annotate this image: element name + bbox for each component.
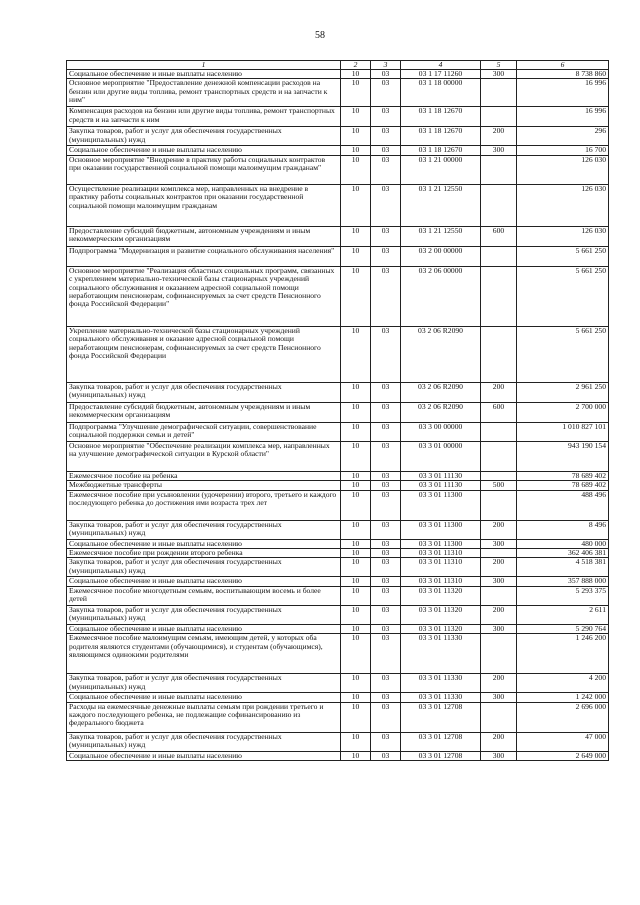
row-expense-type [481, 586, 517, 605]
row-target-code: 03 3 01 11300 [401, 490, 481, 520]
row-section: 10 [341, 146, 371, 155]
table-row [67, 70, 609, 79]
table-row [67, 402, 609, 422]
row-expense-type: 500 [481, 481, 517, 490]
row-target-code: 03 3 01 11310 [401, 549, 481, 558]
column-header-target-code: 4 [401, 61, 481, 70]
table-row [67, 702, 609, 732]
row-subsection: 03 [371, 624, 401, 633]
row-amount: 1 010 827 101 [517, 422, 609, 441]
row-name: Закупка товаров, работ и услуг для обеспечения государственных (муниципальных) нужд [67, 558, 341, 577]
row-name: Укрепление материально-технической базы стационарных учреждений социального обслуживания и оказание адресной социальной помощи неработающим пенсионерам, софинансируемых за счет средств Пенсионного фонда Российской Федерации [67, 326, 341, 382]
row-amount: 78 689 402 [517, 481, 609, 490]
row-amount: 1 242 000 [517, 693, 609, 702]
row-subsection: 03 [371, 539, 401, 548]
row-expense-type: 300 [481, 751, 517, 760]
column-header-subsection: 3 [371, 61, 401, 70]
table-row [67, 107, 609, 127]
row-expense-type: 300 [481, 624, 517, 633]
row-section: 10 [341, 79, 371, 107]
row-name: Ежемесячное пособие при усыновлении (удочерении) второго, третьего и каждого последующего ребенка до достижения ими возраста трех лет [67, 490, 341, 520]
row-subsection: 03 [371, 693, 401, 702]
row-subsection: 03 [371, 382, 401, 402]
row-amount: 296 [517, 127, 609, 146]
row-subsection: 03 [371, 326, 401, 382]
table-row [67, 127, 609, 146]
row-amount: 5 290 764 [517, 624, 609, 633]
row-subsection: 03 [371, 226, 401, 246]
row-subsection: 03 [371, 266, 401, 326]
row-expense-type [481, 246, 517, 266]
row-expense-type [481, 184, 517, 226]
page-number: 58 [315, 30, 325, 41]
table-row [67, 605, 609, 624]
row-target-code: 03 1 21 12550 [401, 184, 481, 226]
row-section: 10 [341, 751, 371, 760]
row-subsection: 03 [371, 751, 401, 760]
row-target-code: 03 2 06 R2090 [401, 402, 481, 422]
table-body [67, 70, 609, 761]
row-name: Закупка товаров, работ и услуг для обеспечения государственных (муниципальных) нужд [67, 520, 341, 539]
row-expense-type: 300 [481, 577, 517, 586]
row-section: 10 [341, 624, 371, 633]
row-section: 10 [341, 702, 371, 732]
row-name: Закупка товаров, работ и услуг для обеспечения государственных (муниципальных) нужд [67, 605, 341, 624]
table-row [67, 539, 609, 548]
row-name: Основное мероприятие "Внедрение в практику работы социальных контрактов при оказании государственной социальной помощи малоимущим гражданам" [67, 155, 341, 184]
row-section: 10 [341, 382, 371, 402]
row-amount: 488 496 [517, 490, 609, 520]
row-expense-type: 300 [481, 146, 517, 155]
row-section: 10 [341, 107, 371, 127]
row-section: 10 [341, 674, 371, 693]
row-amount: 362 406 381 [517, 549, 609, 558]
row-amount: 126 030 [517, 184, 609, 226]
row-subsection: 03 [371, 146, 401, 155]
row-expense-type [481, 107, 517, 127]
row-expense-type: 200 [481, 127, 517, 146]
row-subsection: 03 [371, 558, 401, 577]
row-name: Подпрограмма "Модернизация и развитие социального обслуживания населения" [67, 246, 341, 266]
table-row [67, 586, 609, 605]
row-section: 10 [341, 127, 371, 146]
row-subsection: 03 [371, 577, 401, 586]
row-name: Ежемесячное пособие на ребенка [67, 471, 341, 480]
row-target-code: 03 1 21 12550 [401, 226, 481, 246]
table-row [67, 266, 609, 326]
row-subsection: 03 [371, 490, 401, 520]
row-target-code: 03 3 00 00000 [401, 422, 481, 441]
row-name: Основное мероприятие "Реализация областных социальных программ, связанных с укреплением материально-технической базы стационарных учреждений социального обслуживания и оказанием адресной социальной помощи неработающим пенсионерам, софинансируемых за счет средств Пенсионного фонда Российской Федерации" [67, 266, 341, 326]
table-row [67, 558, 609, 577]
row-target-code: 03 3 01 11310 [401, 577, 481, 586]
row-section: 10 [341, 577, 371, 586]
row-name: Компенсация расходов на бензин или другие виды топлива, ремонт транспортных средств и на запчасти к ним [67, 107, 341, 127]
table-row [67, 490, 609, 520]
row-section: 10 [341, 155, 371, 184]
row-target-code: 03 3 01 11330 [401, 693, 481, 702]
row-expense-type: 200 [481, 520, 517, 539]
row-subsection: 03 [371, 549, 401, 558]
row-name: Закупка товаров, работ и услуг для обеспечения государственных (муниципальных) нужд [67, 382, 341, 402]
row-section: 10 [341, 520, 371, 539]
row-subsection: 03 [371, 732, 401, 751]
row-amount: 2 611 [517, 605, 609, 624]
row-section: 10 [341, 490, 371, 520]
row-name: Предоставление субсидий бюджетным, автономным учреждениям и иным некоммерческим организациям [67, 226, 341, 246]
row-expense-type: 300 [481, 70, 517, 79]
row-section: 10 [341, 402, 371, 422]
row-target-code: 03 3 01 11320 [401, 586, 481, 605]
row-amount: 357 888 000 [517, 577, 609, 586]
row-target-code: 03 3 01 11310 [401, 558, 481, 577]
table-row [67, 326, 609, 382]
row-target-code: 03 3 01 11320 [401, 624, 481, 633]
row-expense-type: 300 [481, 693, 517, 702]
row-section: 10 [341, 422, 371, 441]
row-target-code: 03 1 18 12670 [401, 146, 481, 155]
row-subsection: 03 [371, 605, 401, 624]
row-target-code: 03 2 00 00000 [401, 246, 481, 266]
row-subsection: 03 [371, 702, 401, 732]
table-row [67, 549, 609, 558]
row-amount: 4 518 381 [517, 558, 609, 577]
row-section: 10 [341, 693, 371, 702]
row-subsection: 03 [371, 471, 401, 480]
row-name: Социальное обеспечение и иные выплаты населению [67, 146, 341, 155]
row-section: 10 [341, 634, 371, 674]
row-section: 10 [341, 246, 371, 266]
row-amount: 16 996 [517, 107, 609, 127]
row-amount: 5 661 250 [517, 326, 609, 382]
row-subsection: 03 [371, 481, 401, 490]
row-name: Ежемесячное пособие малоимущим семьям, имеющим детей, у которых оба родителя являются студентами (обучающимися), и студентам (обучающимся), являющимся одинокими родителями [67, 634, 341, 674]
table-row [67, 751, 609, 760]
row-expense-type: 200 [481, 382, 517, 402]
row-name: Основное мероприятие "Предоставление денежной компенсации расходов на бензин или другие виды топлива, ремонт транспортных средств и на запчасти к ним" [67, 79, 341, 107]
row-section: 10 [341, 732, 371, 751]
row-target-code: 03 3 01 11330 [401, 674, 481, 693]
row-target-code: 03 3 01 12708 [401, 732, 481, 751]
row-target-code: 03 3 01 12708 [401, 751, 481, 760]
row-amount: 1 246 200 [517, 634, 609, 674]
row-amount: 2 696 000 [517, 702, 609, 732]
row-amount: 480 000 [517, 539, 609, 548]
column-header-expense-type: 5 [481, 61, 517, 70]
row-expense-type [481, 326, 517, 382]
row-subsection: 03 [371, 107, 401, 127]
row-target-code: 03 1 18 00000 [401, 79, 481, 107]
table-row [67, 481, 609, 490]
table-row [67, 674, 609, 693]
header-row [67, 61, 609, 70]
row-name: Закупка товаров, работ и услуг для обеспечения государственных (муниципальных) нужд [67, 732, 341, 751]
row-expense-type [481, 549, 517, 558]
row-expense-type [481, 702, 517, 732]
row-subsection: 03 [371, 246, 401, 266]
table-row [67, 155, 609, 184]
table-row [67, 732, 609, 751]
row-section: 10 [341, 549, 371, 558]
row-section: 10 [341, 558, 371, 577]
table-row [67, 520, 609, 539]
row-target-code: 03 1 18 12670 [401, 127, 481, 146]
row-expense-type [481, 441, 517, 471]
row-amount: 2 649 000 [517, 751, 609, 760]
row-section: 10 [341, 266, 371, 326]
row-target-code: 03 2 06 R2090 [401, 326, 481, 382]
row-subsection: 03 [371, 441, 401, 471]
row-name: Осуществление реализации комплекса мер, направленных на внедрение в практику работы социальных контрактов при оказании государственной социальной помощи малоимущим гражданам [67, 184, 341, 226]
row-section: 10 [341, 471, 371, 480]
row-target-code: 03 3 01 11300 [401, 520, 481, 539]
row-name: Социальное обеспечение и иные выплаты населению [67, 539, 341, 548]
table-row [67, 577, 609, 586]
row-target-code: 03 3 01 11300 [401, 539, 481, 548]
row-target-code: 03 3 01 11130 [401, 471, 481, 480]
row-amount: 126 030 [517, 155, 609, 184]
row-name: Закупка товаров, работ и услуг для обеспечения государственных (муниципальных) нужд [67, 674, 341, 693]
row-amount: 47 000 [517, 732, 609, 751]
row-target-code: 03 3 01 00000 [401, 441, 481, 471]
row-amount: 5 661 250 [517, 266, 609, 326]
row-amount: 4 200 [517, 674, 609, 693]
row-amount: 78 689 402 [517, 471, 609, 480]
row-name: Социальное обеспечение и иные выплаты населению [67, 70, 341, 79]
row-target-code: 03 2 06 00000 [401, 266, 481, 326]
row-expense-type [481, 266, 517, 326]
row-name: Межбюджетные трансферты [67, 481, 341, 490]
table-row [67, 471, 609, 480]
row-expense-type [481, 490, 517, 520]
table-row [67, 634, 609, 674]
row-section: 10 [341, 70, 371, 79]
row-amount: 8 738 860 [517, 70, 609, 79]
row-section: 10 [341, 226, 371, 246]
row-subsection: 03 [371, 155, 401, 184]
row-target-code: 03 3 01 11330 [401, 634, 481, 674]
table-row [67, 226, 609, 246]
row-amount: 16 996 [517, 79, 609, 107]
row-amount: 8 496 [517, 520, 609, 539]
row-expense-type: 200 [481, 732, 517, 751]
row-target-code: 03 2 06 R2090 [401, 382, 481, 402]
row-expense-type: 600 [481, 226, 517, 246]
row-subsection: 03 [371, 520, 401, 539]
row-expense-type: 300 [481, 539, 517, 548]
row-subsection: 03 [371, 127, 401, 146]
row-target-code: 03 3 01 11130 [401, 481, 481, 490]
column-header-name: 1 [67, 61, 341, 70]
table-row [67, 382, 609, 402]
row-name: Подпрограмма "Улучшение демографической ситуации, совершенствование социальной поддержки семьи и детей" [67, 422, 341, 441]
table-row [67, 146, 609, 155]
row-expense-type [481, 422, 517, 441]
row-section: 10 [341, 586, 371, 605]
row-section: 10 [341, 481, 371, 490]
row-name: Социальное обеспечение и иные выплаты населению [67, 751, 341, 760]
row-section: 10 [341, 605, 371, 624]
table-row [67, 693, 609, 702]
row-expense-type: 600 [481, 402, 517, 422]
budget-table [66, 60, 609, 761]
row-target-code: 03 3 01 11320 [401, 605, 481, 624]
row-expense-type: 200 [481, 558, 517, 577]
row-target-code: 03 1 21 00000 [401, 155, 481, 184]
table-row [67, 184, 609, 226]
table-row [67, 624, 609, 633]
row-amount: 16 700 [517, 146, 609, 155]
row-amount: 943 190 154 [517, 441, 609, 471]
row-subsection: 03 [371, 70, 401, 79]
table-row [67, 422, 609, 441]
row-name: Закупка товаров, работ и услуг для обеспечения государственных (муниципальных) нужд [67, 127, 341, 146]
row-amount: 126 030 [517, 226, 609, 246]
row-expense-type: 200 [481, 605, 517, 624]
row-subsection: 03 [371, 422, 401, 441]
row-subsection: 03 [371, 79, 401, 107]
row-target-code: 03 3 01 12708 [401, 702, 481, 732]
row-expense-type [481, 155, 517, 184]
row-name: Основное мероприятие "Обеспечение реализации комплекса мер, направленных на улучшение демографической ситуации в Курской области" [67, 441, 341, 471]
row-name: Социальное обеспечение и иные выплаты населению [67, 577, 341, 586]
row-name: Ежемесячное пособие многодетным семьям, воспитывающим восемь и более детей [67, 586, 341, 605]
row-section: 10 [341, 539, 371, 548]
row-amount: 2 961 250 [517, 382, 609, 402]
row-name: Социальное обеспечение и иные выплаты населению [67, 693, 341, 702]
row-name: Ежемесячное пособие при рождении второго ребенка [67, 549, 341, 558]
row-expense-type [481, 471, 517, 480]
row-expense-type [481, 79, 517, 107]
row-subsection: 03 [371, 402, 401, 422]
row-subsection: 03 [371, 634, 401, 674]
row-subsection: 03 [371, 586, 401, 605]
row-expense-type [481, 634, 517, 674]
row-section: 10 [341, 184, 371, 226]
row-amount: 2 700 000 [517, 402, 609, 422]
column-header-section: 2 [341, 61, 371, 70]
row-target-code: 03 1 18 12670 [401, 107, 481, 127]
row-target-code: 03 1 17 11260 [401, 70, 481, 79]
row-name: Расходы на ежемесячные денежные выплаты семьям при рождении третьего и каждого последующего ребенка, не подлежащие софинансированию из федерального бюджета [67, 702, 341, 732]
row-amount: 5 661 250 [517, 246, 609, 266]
row-section: 10 [341, 326, 371, 382]
row-amount: 5 293 375 [517, 586, 609, 605]
table-row [67, 246, 609, 266]
column-header-amount: 6 [517, 61, 609, 70]
row-name: Социальное обеспечение и иные выплаты населению [67, 624, 341, 633]
row-subsection: 03 [371, 674, 401, 693]
row-subsection: 03 [371, 184, 401, 226]
row-section: 10 [341, 441, 371, 471]
row-expense-type: 200 [481, 674, 517, 693]
row-name: Предоставление субсидий бюджетным, автономным учреждениям и иным некоммерческим организациям [67, 402, 341, 422]
table-row [67, 441, 609, 471]
table-row [67, 79, 609, 107]
